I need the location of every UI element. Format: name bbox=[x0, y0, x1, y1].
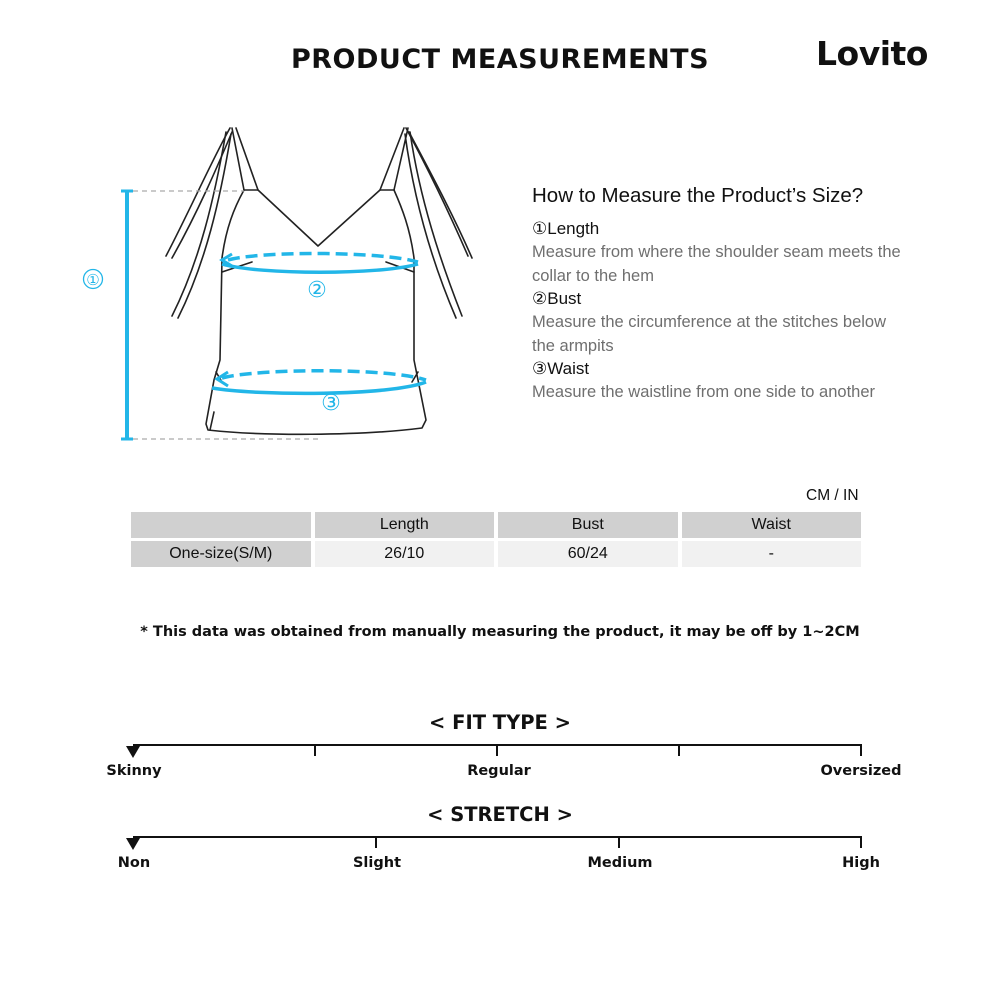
guide-item-waist bbox=[532, 358, 912, 404]
fit-type-label-skinny: Skinny bbox=[106, 763, 162, 779]
stretch-label-medium: Medium bbox=[587, 855, 653, 871]
unit-label: CM / IN bbox=[806, 487, 859, 504]
guide-label: ②Bust bbox=[532, 289, 582, 308]
marker-bust-text: ② bbox=[307, 278, 327, 303]
guide-desc: Measure from where the shoulder seam meets the collar to the hem bbox=[532, 243, 901, 285]
stretch-label-non: Non bbox=[117, 855, 151, 871]
stretch-tick bbox=[375, 837, 377, 848]
table-row bbox=[131, 541, 861, 567]
guide-label: ③Waist bbox=[532, 359, 590, 378]
size-table bbox=[127, 509, 865, 570]
fit-type-label-oversized: Oversized bbox=[820, 763, 902, 779]
table-header-row bbox=[131, 512, 861, 538]
table-header-cell bbox=[131, 512, 311, 538]
marker-length-text: ① bbox=[86, 271, 100, 289]
length-measure bbox=[121, 191, 133, 439]
marker-waist-text: ③ bbox=[321, 391, 341, 416]
guide-title: How to Measure the Product’s Size? bbox=[532, 184, 864, 207]
garment-diagram bbox=[70, 110, 490, 460]
fit-type-tick bbox=[678, 745, 680, 756]
guide-desc: Measure the circumference at the stitches below the armpits bbox=[532, 313, 887, 355]
fit-type-marker-icon bbox=[126, 746, 140, 758]
stretch-label-high: High bbox=[842, 855, 880, 871]
guide-item-bust bbox=[532, 288, 912, 358]
brand-logo: Lovito bbox=[816, 34, 928, 73]
table-cell: - bbox=[682, 541, 862, 567]
measurement-note: * This data was obtained from manually measuring the product, it may be off by 1~2CM bbox=[140, 624, 860, 640]
fit-type-label-regular: Regular bbox=[467, 763, 531, 779]
fit-type-tick bbox=[314, 745, 316, 756]
waist-measure bbox=[212, 371, 426, 394]
stretch-tick bbox=[618, 837, 620, 848]
guide-item-length bbox=[532, 218, 912, 288]
table-header-cell: Waist bbox=[682, 512, 862, 538]
table-cell: 26/10 bbox=[315, 541, 494, 567]
fit-type-tick bbox=[860, 745, 862, 756]
stretch-marker-icon bbox=[126, 838, 140, 850]
guide-desc: Measure the waistline from one side to another bbox=[532, 383, 876, 401]
table-cell-size: One-size(S/M) bbox=[131, 541, 311, 567]
stretch-scale-line bbox=[133, 836, 862, 838]
fit-type-tick bbox=[496, 745, 498, 756]
guide-label: ①Length bbox=[532, 219, 600, 238]
table-cell: 60/24 bbox=[498, 541, 677, 567]
table-header-cell: Bust bbox=[498, 512, 677, 538]
fit-type-title: < FIT TYPE > bbox=[429, 711, 571, 734]
table-header-cell: Length bbox=[315, 512, 494, 538]
stretch-label-slight: Slight bbox=[352, 855, 402, 871]
page-title: PRODUCT MEASUREMENTS bbox=[290, 44, 710, 75]
measure-guide bbox=[532, 184, 912, 404]
stretch-tick bbox=[860, 837, 862, 848]
stretch-title: < STRETCH > bbox=[427, 803, 573, 826]
